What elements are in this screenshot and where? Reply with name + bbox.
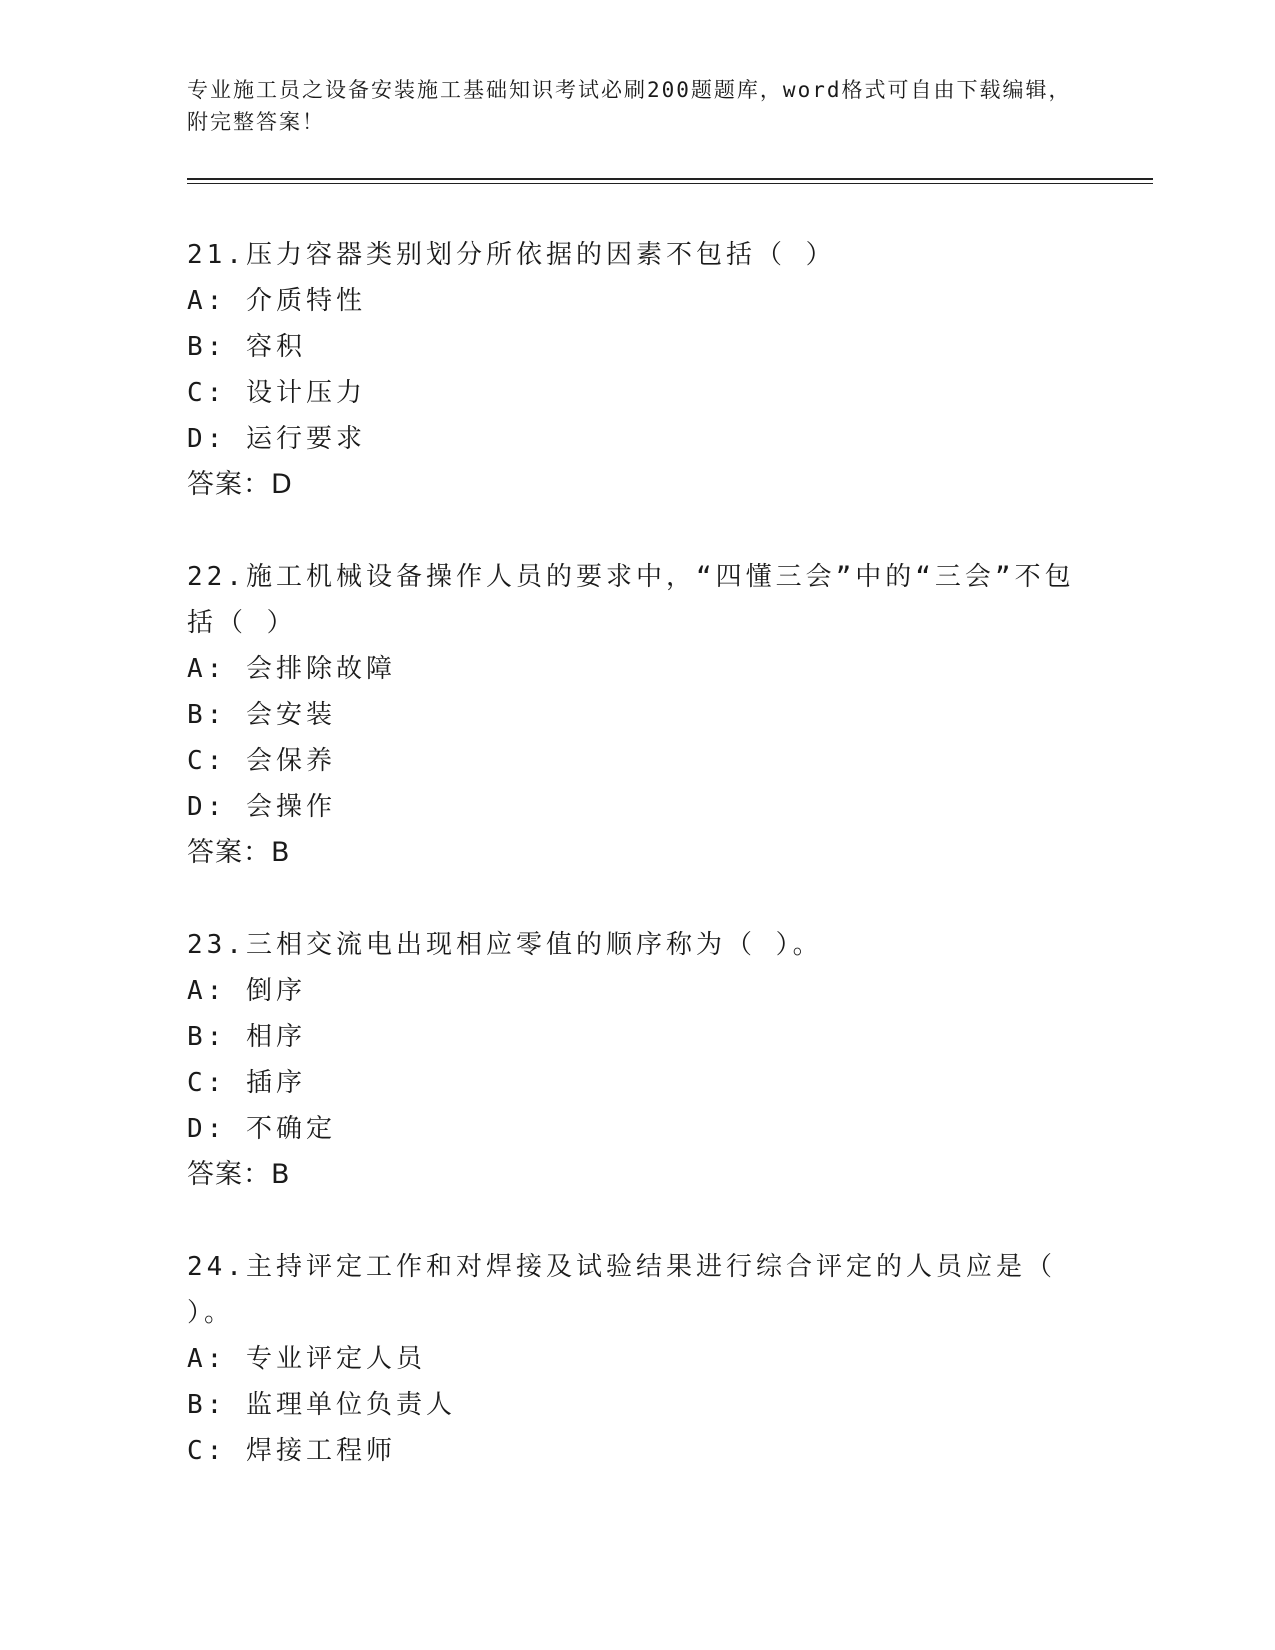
option-b: B: 相序: [187, 1022, 306, 1052]
option-d: D: 运行要求: [187, 424, 366, 454]
header-divider-thin: [187, 183, 1153, 184]
question-stem: 24.主持评定工作和对焊接及试验结果进行综合评定的人员应是（ ）。: [187, 1252, 1056, 1328]
question-list: [187, 232, 1087, 1520]
question-23: [187, 922, 1087, 1198]
question-stem: 21.压力容器类别划分所依据的因素不包括（ ）: [187, 240, 836, 270]
answer-line: 答案：D: [187, 469, 293, 500]
question-stem: 23.三相交流电出现相应零值的顺序称为（ ）。: [187, 930, 823, 960]
option-c: C: 会保养: [187, 746, 336, 776]
option-a: A: 专业评定人员: [187, 1344, 426, 1374]
question-22: [187, 554, 1087, 876]
header-divider-thick: [187, 178, 1153, 180]
question-24: [187, 1244, 1087, 1474]
answer-line: 答案：B: [187, 837, 291, 868]
option-d: D: 不确定: [187, 1114, 336, 1144]
option-a: A: 会排除故障: [187, 654, 396, 684]
option-c: C: 插序: [187, 1068, 306, 1098]
answer-line: 答案：B: [187, 1159, 291, 1190]
option-b: B: 容积: [187, 332, 306, 362]
document-header: 专业施工员之设备安装施工基础知识考试必刷200题题库，word格式可自由下载编辑，附完整答案！: [187, 78, 1072, 134]
question-21: [187, 232, 1087, 508]
option-d: D: 会操作: [187, 792, 336, 822]
option-c: C: 焊接工程师: [187, 1436, 396, 1466]
option-a: A: 介质特性: [187, 286, 366, 316]
question-stem: 22.施工机械设备操作人员的要求中，“四懂三会”中的“三会”不包括（ ）: [187, 562, 1075, 638]
option-c: C: 设计压力: [187, 378, 366, 408]
option-b: B: 会安装: [187, 700, 336, 730]
option-a: A: 倒序: [187, 976, 306, 1006]
option-b: B: 监理单位负责人: [187, 1390, 456, 1420]
